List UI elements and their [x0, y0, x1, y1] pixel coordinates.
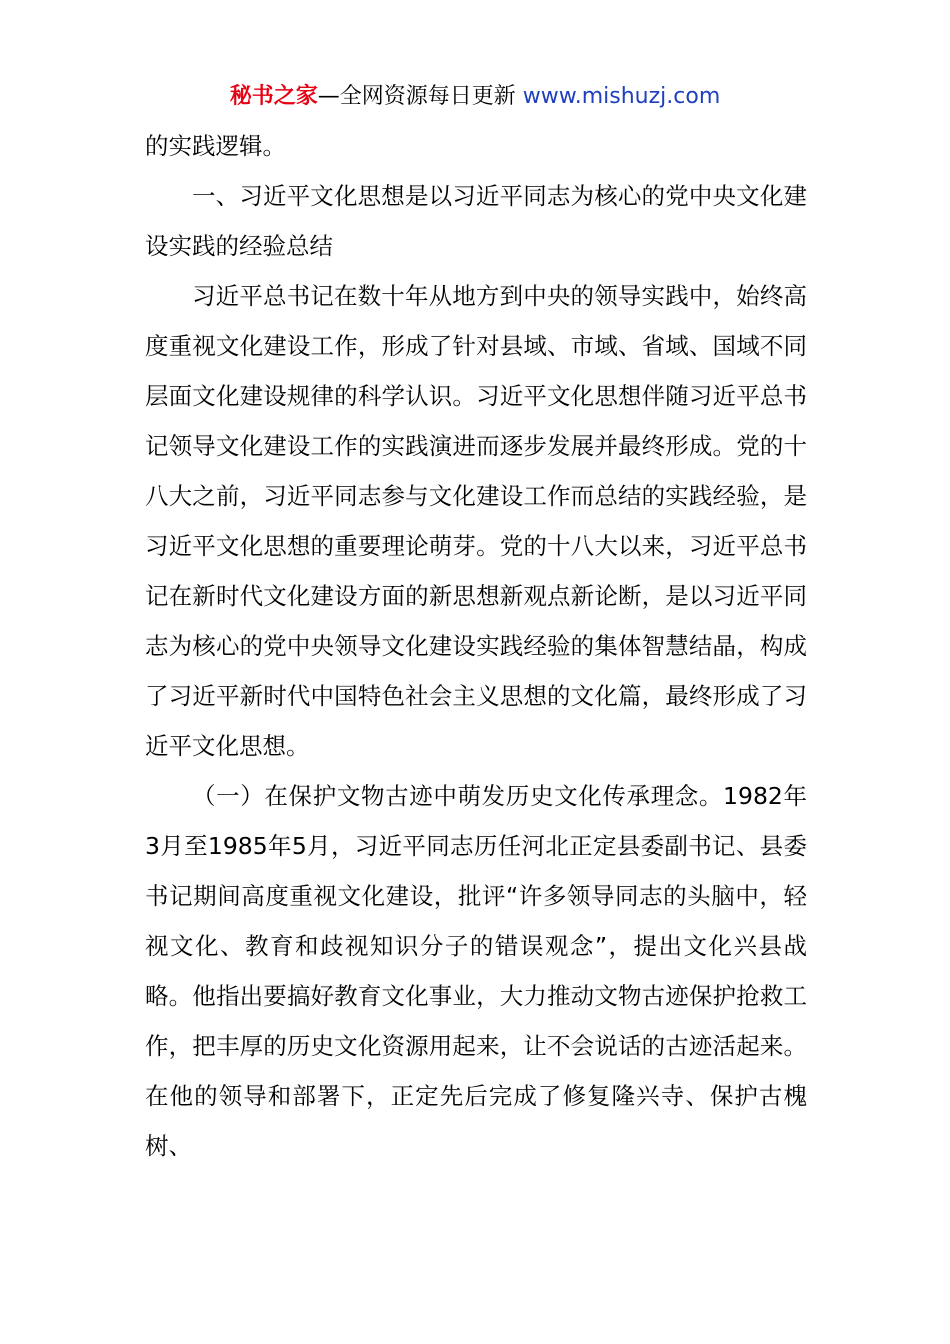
site-url-link[interactable]: www.mishuzj.com — [522, 84, 721, 109]
section-heading: 一、习近平文化思想是以习近平同志为核心的党中央文化建设实践的经验总结 — [145, 182, 807, 260]
site-brand: 秘书之家 — [229, 84, 318, 109]
subsection-paragraph: （一）在保护文物古迹中萌发历史文化传承理念。1982年3月至1985年5月，习近平同志历任河北正定县委副书记、县委书记期间高度重视文化建设，批评“许多领导同志的头脑中，轻视文化、教育和歧视知识分子的错误观念”，提出文化兴县战略。他指出要搞好教育文化事业，大力推动文物古迹保护抢救工作，把丰厚的历史文化资源用起来，让不会说话的古迹活起来。在他的领导和部署下，正定先后完成了修复隆兴寺、保护古槐树、 — [145, 782, 807, 1160]
document-body — [145, 121, 807, 1171]
paragraph-continuation: 的实践逻辑。 — [145, 132, 286, 160]
site-header — [0, 80, 950, 114]
site-slogan: —全网资源每日更新 — [317, 84, 523, 109]
paragraph: 习近平总书记在数十年从地方到中央的领导实践中，始终高度重视文化建设工作，形成了针对县域、市域、省域、国域不同层面文化建设规律的科学认识。习近平文化思想伴随习近平总书记领导文化建设工作的实践演进而逐步发展并最终形成。党的十八大之前，习近平同志参与文化建设工作而总结的实践经验，是习近平文化思想的重要理论萌芽。党的十八大以来，习近平总书记在新时代文化建设方面的新思想新观点新论断，是以习近平同志为核心的党中央领导文化建设实践经验的集体智慧结晶，构成了习近平新时代中国特色社会主义思想的文化篇，最终形成了习近平文化思想。 — [145, 282, 807, 760]
